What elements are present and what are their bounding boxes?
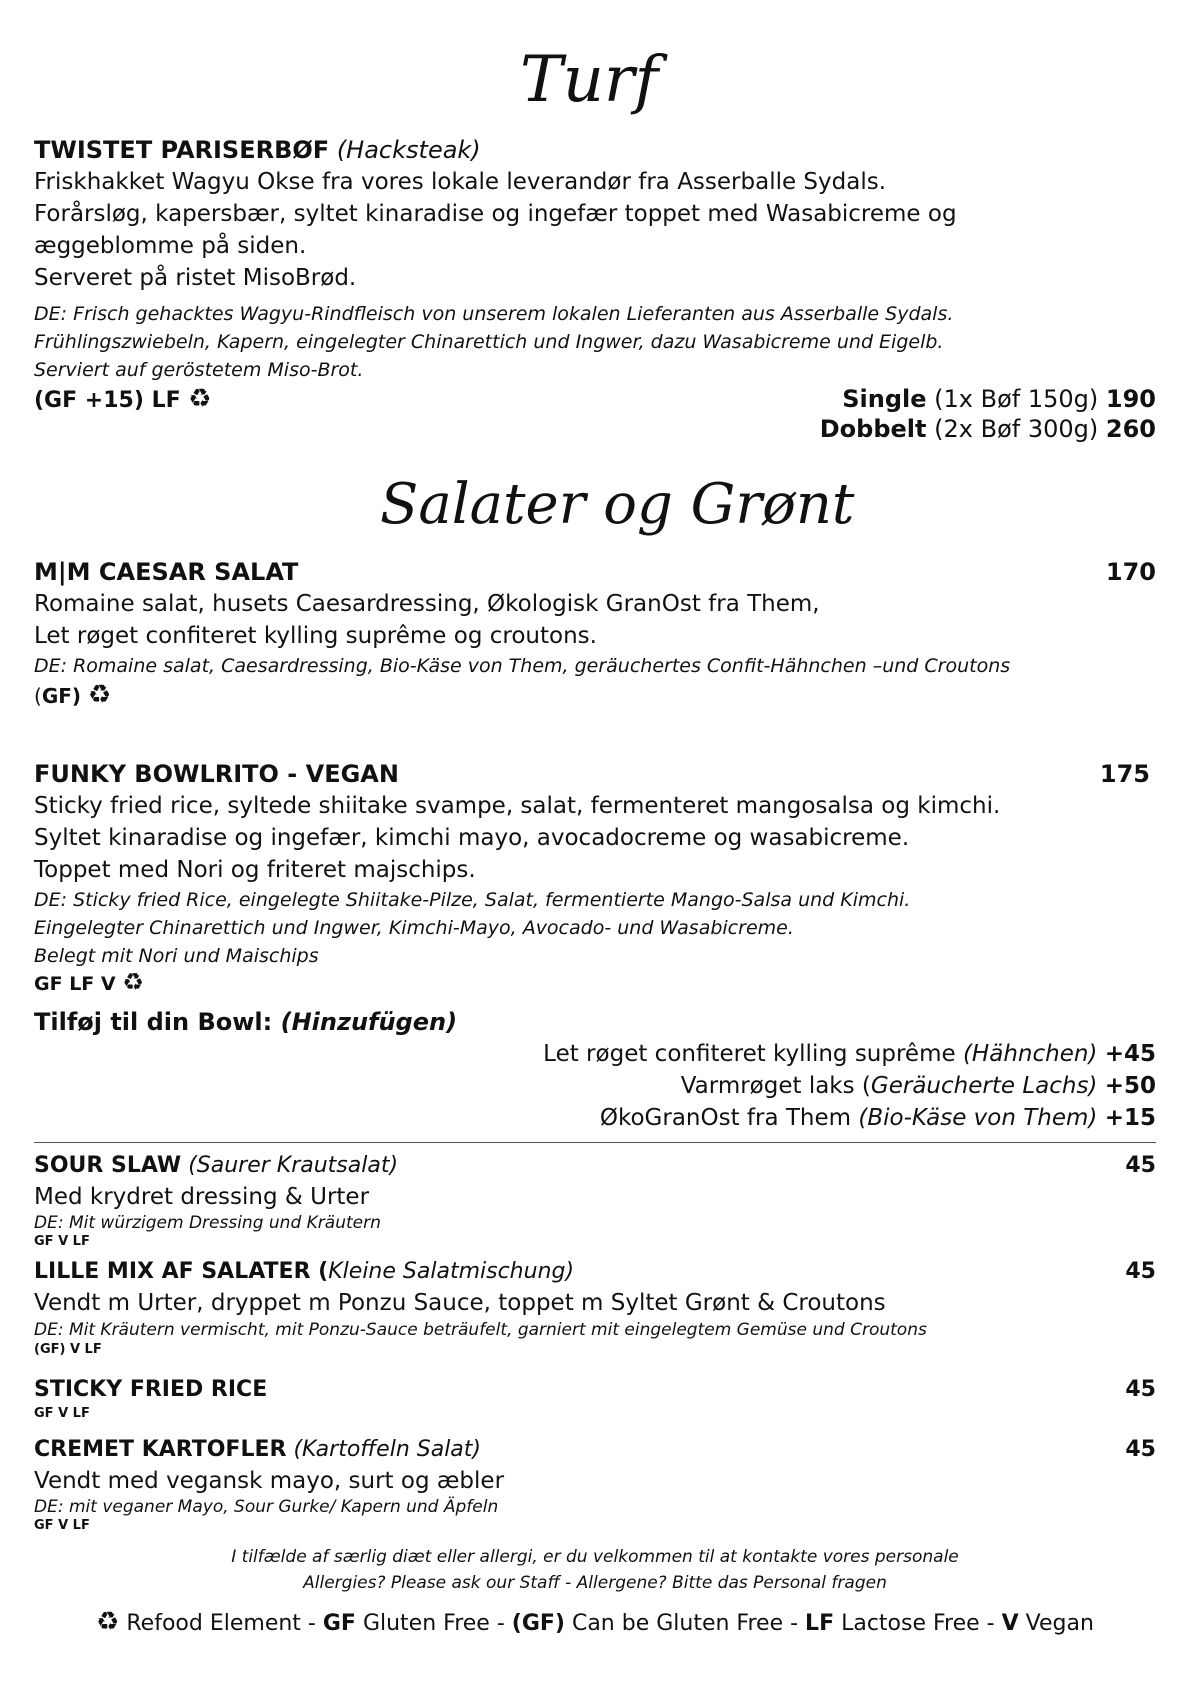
diet-tags: (GF) V LF <box>34 1342 102 1357</box>
diet-tags: GF V LF <box>34 1518 90 1533</box>
side-item: SOUR SLAW (Saurer Krautsalat) 45 Med krydret dressing & Urter DE: Mit würzigem Dressing und Kräutern GF V LF <box>34 1150 1156 1250</box>
addons-title: Tilføj til din Bowl: <box>34 1008 273 1036</box>
item-name: TWISTET PARISERBØF <box>34 136 330 164</box>
item-desc-de: Frühlingszwiebeln, Kapern, eingelegter Chinarettich und Ingwer, dazu Wasabicreme und Eigelb. <box>34 331 944 353</box>
item-caesar: M|M CAESAR SALAT 170 Romaine salat, husets Caesardressing, Økologisk GranOst fra Them, Let røget confiteret kylling suprême og croutons. DE: Romaine salat, Caesardressing, Bio-Käse von Them, geräuchertes Confit-Hähnchen –und Croutons (GF) ♻ <box>34 558 1156 710</box>
heading-salads: Salater og Grønt <box>380 472 855 537</box>
allergy-notice: I tilfælde af særlig diæt eller allergi, er du velkommen til at kontakte vores personale <box>231 1547 959 1567</box>
addons-section <box>34 1006 1156 1134</box>
item-desc: æggeblomme på siden. <box>34 233 307 259</box>
option-dobbelt: Dobbelt (2x Bøf 300g) 260 <box>819 415 1156 443</box>
item-desc-de: DE: Sticky fried Rice, eingelegte Shiitake-Pilze, Salat, fermentierte Mango-Salsa und Kimchi. <box>34 889 911 911</box>
diet-tags: GF <box>41 684 72 708</box>
legend: ♻ Refood Element - GF Gluten Free - (GF) Can be Gluten Free - LF Lactose Free - V Vegan <box>96 1607 1094 1637</box>
item-desc-de: Serviert auf geröstetem Miso-Brot. <box>34 359 364 381</box>
item-desc: Sticky fried rice, syltede shiitake svampe, salat, fermenteret mangosalsa og kimchi. <box>34 793 1001 819</box>
diet-tags: GF V LF <box>34 1406 90 1421</box>
recycle-icon: ♻ <box>88 680 112 710</box>
item-desc-de: DE: Romaine salat, Caesardressing, Bio-Käse von Them, geräuchertes Confit-Hähnchen –und Croutons <box>34 655 1011 677</box>
item-price: 175 <box>1099 760 1150 788</box>
item-desc: Let røget confiteret kylling suprême og croutons. <box>34 623 597 649</box>
divider <box>34 1142 1156 1143</box>
item-price: 45 <box>1125 1377 1156 1402</box>
footer <box>34 1544 1156 1640</box>
addon-item: ØkoGranOst fra Them (Bio-Käse von Them) +15 <box>599 1105 1156 1131</box>
diet-tags: (GF +15) LF <box>34 388 181 413</box>
heading-turf: Turf <box>520 43 659 117</box>
diet-tags: GF LF V <box>34 973 116 995</box>
recycle-icon: ♻ <box>188 384 212 414</box>
item-name: FUNKY BOWLRITO - VEGAN <box>34 760 399 788</box>
addon-item: Let røget confiteret kylling suprême (Hähnchen) +45 <box>543 1041 1156 1067</box>
item-desc-de: Eingelegter Chinarettich und Ingwer, Kimchi-Mayo, Avocado- und Wasabicreme. <box>34 917 794 939</box>
item-price: 170 <box>1105 558 1156 586</box>
side-item: LILLE MIX AF SALATER (Kleine Salatmischung) 45 Vendt m Urter, dryppet m Ponzu Sauce, toppet m Syltet Grønt & Croutons DE: Mit Kräutern vermischt, mit Ponzu-Sauce beträufelt, garniert mit eingelegtem Gemüse und Croutons (GF) V LF <box>34 1256 1156 1358</box>
item-desc: Serveret på ristet MisoBrød. <box>34 265 357 291</box>
item-price: 45 <box>1125 1437 1156 1462</box>
recycle-icon: ♻ <box>96 1607 120 1637</box>
item-name-de: (Hacksteak) <box>336 136 481 164</box>
recycle-icon: ♻ <box>122 968 144 996</box>
item-name: M|M CAESAR SALAT <box>34 558 299 586</box>
side-item: STICKY FRIED RICE 45 GF V LF <box>34 1374 1156 1422</box>
addon-item: Varmrøget laks (Geräucherte Lachs) +50 <box>680 1073 1156 1099</box>
item-desc-de: DE: Frisch gehacktes Wagyu-Rindfleisch von unserem lokalen Lieferanten aus Asserballe Sydals. <box>34 303 954 325</box>
item-bowlrito <box>34 758 1156 996</box>
item-price: 45 <box>1125 1259 1156 1284</box>
item-desc: Syltet kinaradise og ingefær, kimchi mayo, avocadocreme og wasabicreme. <box>34 825 910 851</box>
allergy-notice-en-de: Allergies? Please ask our Staff - Allergene? Bitte das Personal fragen <box>303 1573 887 1593</box>
item-price: 45 <box>1125 1153 1156 1178</box>
sides-section <box>34 1150 1156 1534</box>
option-single: Single (1x Bøf 150g) 190 <box>842 385 1156 413</box>
item-desc-de: Belegt mit Nori und Maischips <box>34 945 319 967</box>
addons-title-de: (Hinzufügen) <box>280 1008 458 1036</box>
side-item: CREMET KARTOFLER (Kartoffeln Salat) 45 Vendt med vegansk mayo, surt og æbler DE: mit veganer Mayo, Sour Gurke/ Kapern und Äpfeln GF V LF <box>34 1434 1156 1534</box>
item-desc: Forårsløg, kapersbær, syltet kinaradise og ingefær toppet med Wasabicreme og <box>34 201 957 227</box>
item-desc: Romaine salat, husets Caesardressing, Økologisk GranOst fra Them, <box>34 591 820 617</box>
item-pariserbof <box>34 134 1156 446</box>
item-desc: Toppet med Nori og friteret majschips. <box>34 857 476 883</box>
diet-tags: GF V LF <box>34 1234 90 1249</box>
item-desc: Friskhakket Wagyu Okse fra vores lokale leverandør fra Asserballe Sydals. <box>34 169 887 195</box>
